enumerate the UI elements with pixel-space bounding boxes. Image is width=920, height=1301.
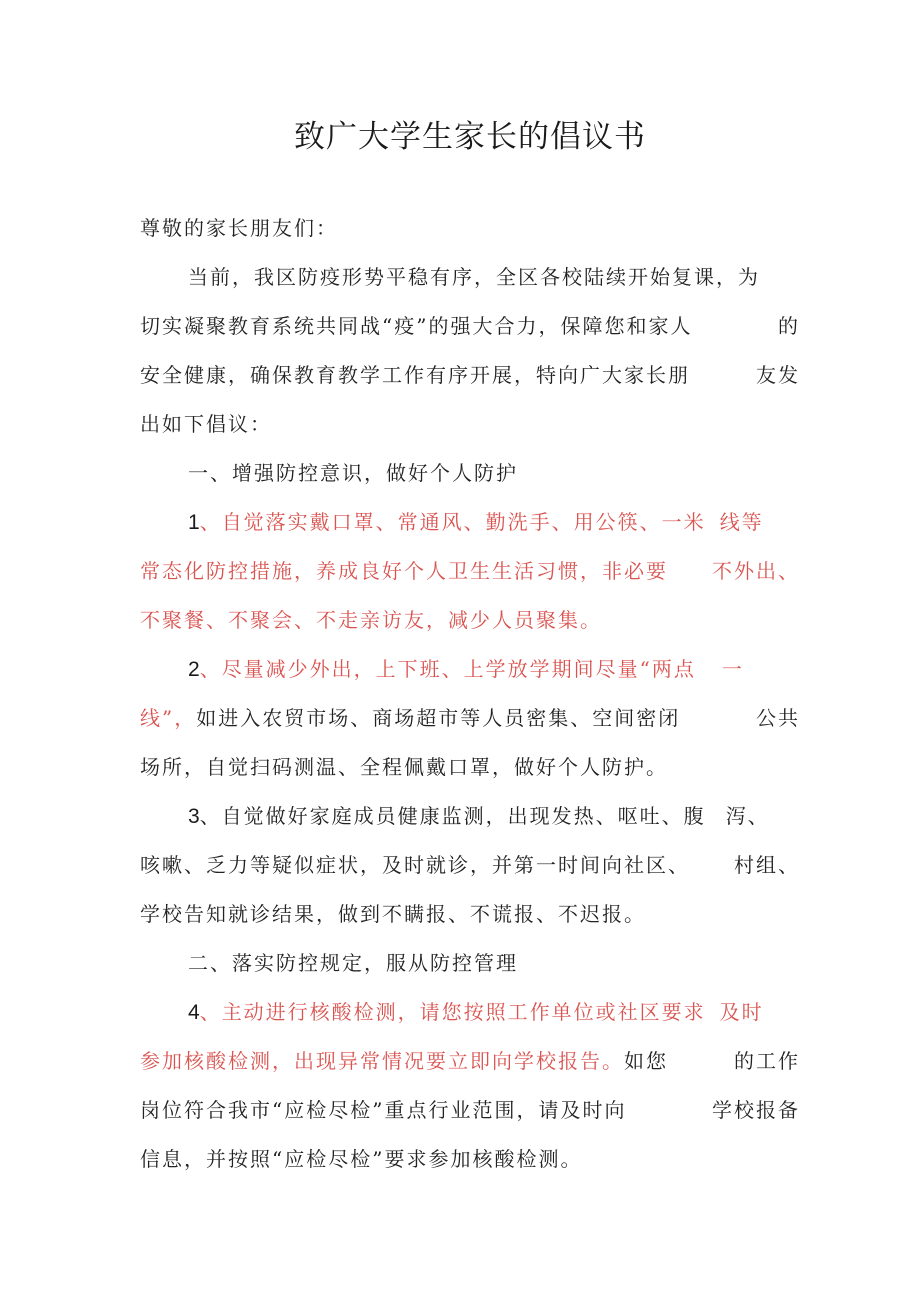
intro-line-3-tail: 友发 [756,363,800,387]
item-3-line-2-tail: 村组、 [734,853,800,877]
intro-line-2-tail: 的 [778,314,800,338]
item-1-text-a: 自觉落实戴口罩、常通风、勤洗手、用公筷、一米 [221,510,706,534]
salutation: 尊敬的家长朋友们： [140,216,338,240]
item-4-line-2 [140,1037,800,1086]
item-4-line-3-tail: 学校报备 [712,1098,800,1122]
item-4-text-b: 及时 [719,1000,764,1024]
item-2-line-2 [140,694,800,743]
item-2-separator: 、 [199,657,222,681]
item-2-number: 2 [188,658,200,681]
item-3-line-1 [140,792,800,841]
item-2-line-2-red: 线”， [140,706,197,730]
item-1-text-b: 线等 [719,510,764,534]
item-2-text-b: 一 [721,657,744,681]
item-4-line-1 [140,988,800,1037]
intro-line-2-text: 切实凝聚教育系统共同战“疫”的强大合力，保障您和家人 [140,314,693,338]
item-1-separator: 、 [199,510,222,534]
item-2-line-2-tail: 公共 [756,706,800,730]
intro-line-3 [140,351,800,400]
intro-line-2 [140,302,800,351]
item-1-line-2-tail: 不外出、 [712,559,800,583]
item-1-line-2 [140,547,800,596]
intro-line-4: 出如下倡议： [140,412,272,436]
item-1-number: 1 [188,511,200,534]
item-1-line-3: 不聚餐、不聚会、不走亲访友，减少人员聚集。 [140,608,602,632]
document-page [140,110,800,1184]
section-heading-2: 二、落实防控规定，服从防控管理 [188,951,518,975]
item-3-number: 3 [188,805,200,828]
item-4-number: 4 [188,1001,200,1024]
item-1-line-1 [140,498,800,547]
item-3-line-2 [140,841,800,890]
item-2-line-1 [140,645,800,694]
item-4-line-3 [140,1086,800,1135]
item-1-line-2-text: 常态化防控措施，养成良好个人卫生生活习惯，非必要 [140,559,668,583]
item-4-line-4: 信息，并按照“应检尽检”要求参加核酸检测。 [140,1147,583,1171]
document-title: 致广大学生家长的倡议书 [294,119,646,155]
item-3-text-b: 泻、 [725,804,770,828]
item-4-line-2-red: 参加核酸检测，出现异常情况要立即向学校报告。 [140,1049,624,1073]
item-4-separator: 、 [199,1000,222,1024]
item-3-text-a: 、自觉做好家庭成员健康监测，出现发热、呕吐、腹 [199,804,706,828]
item-4-text-a: 主动进行核酸检测，请您按照工作单位或社区要求 [221,1000,706,1024]
item-2-line-2-text: 如进入农贸市场、商场超市等人员密集、空间密闭 [196,706,681,730]
item-2-text-a: 尽量减少外出，上下班、上学放学期间尽量“两点 [221,657,696,681]
intro-line-3-text: 安全健康，确保教育教学工作有序开展，特向广大家长朋 [140,363,690,387]
item-2-line-3: 场所，自觉扫码测温、全程佩戴口罩，做好个人防护。 [140,755,668,779]
item-4-line-2-tail: 的工作 [734,1049,800,1073]
intro-line-1: 当前，我区防疫形势平稳有序，全区各校陆续开始复课，为 [188,265,760,289]
item-3-line-2-text: 咳嗽、乏力等疑似症状，及时就诊，并第一时间向社区、 [140,853,690,877]
item-4-line-2-text: 如您 [624,1049,668,1073]
item-4-line-3-text: 岗位符合我市“应检尽检”重点行业范围，请及时向 [140,1098,627,1122]
item-3-line-3: 学校告知就诊结果，做到不瞒报、不谎报、不迟报。 [140,902,646,926]
section-heading-1: 一、增强防控意识，做好个人防护 [188,461,518,485]
